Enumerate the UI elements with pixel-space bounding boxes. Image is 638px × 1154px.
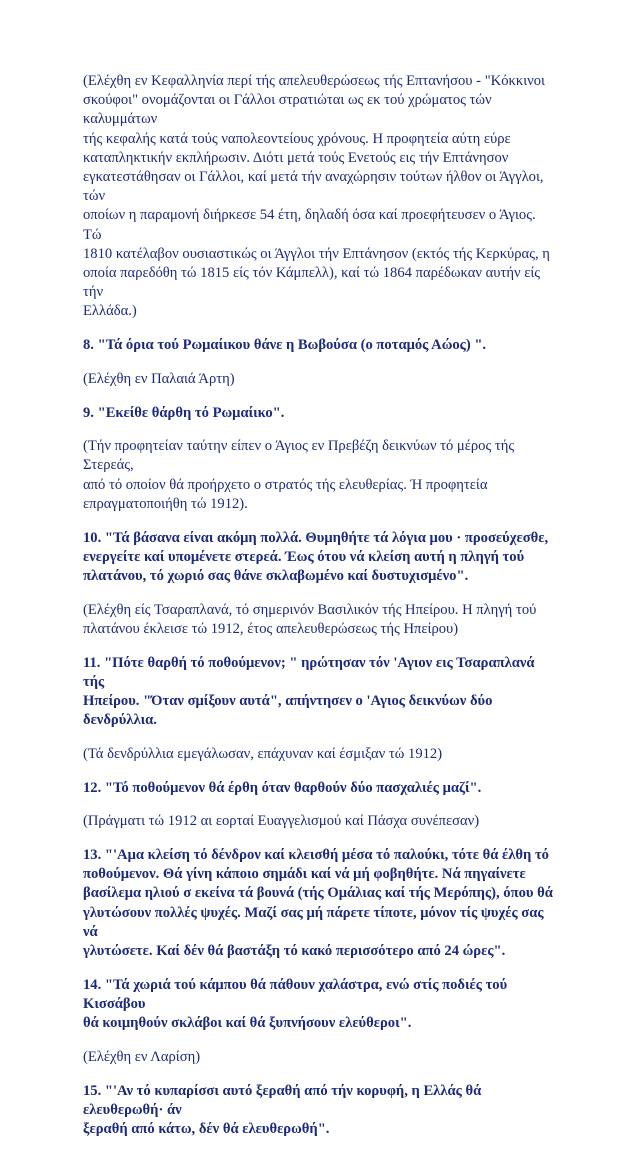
text-line: θά κοιμηθούν σκλάβοι καί θά ξυπνήσουν ελεύθεροι". bbox=[83, 1015, 412, 1032]
prophecy-14 bbox=[83, 976, 553, 1034]
text-line: 14. "Τά χωριά τού κάμπου θά πάθουν χαλάστρα, ενώ στίς ποδιές τού Κισσάβου bbox=[83, 976, 508, 1012]
prophecy-15 bbox=[83, 1082, 553, 1140]
prophecy-13 bbox=[83, 846, 553, 961]
text-line: (Τά δενδρύλλια εμεγάλωσαν, επάχυναν καί έσμιξαν τώ 1912) bbox=[83, 745, 443, 762]
text-line: (Πράγματι τώ 1912 αι εορταί Ευαγγελισμού καί Πάσχα συνέπεσαν) bbox=[83, 813, 480, 830]
text-line: 15. "'Αν τό κυπαρίσσι αυτό ξεραθή από τήν κορυφή, η Ελλάς θά ελευθερωθή· άν bbox=[83, 1082, 482, 1118]
commentary-paragraph bbox=[83, 601, 553, 639]
text-line: από τό οποίον θά προήρχετο ο στρατός τής ελευθερίας. Ή προφητεία bbox=[83, 476, 488, 493]
prophecy-10 bbox=[83, 529, 553, 587]
text-line: οποίων η παραμονή διήρκεσε 54 έτη, δηλαδή όσα καί προεφήτευσεν ο Άγιος. Τώ bbox=[83, 207, 536, 243]
text-line: 8. "Τά όρια τού Ρωμαίικου θάνε η Βωβούσα (ο ποταμός Αώος) ". bbox=[83, 337, 487, 354]
text-line: 10. "Τά βάσανα είναι ακόμη πολλά. Θυμηθήτε τά λόγια μου · προσεύχεσθε, bbox=[83, 529, 549, 546]
text-line: οποία παρεδόθη τώ 1815 είς τόν Κάμπελλ), καί τώ 1864 παρέδωκαν αυτήν είς τήν bbox=[83, 265, 541, 301]
text-line: (Τήν προφητείαν ταύτην είπεν ο Άγιος εν Πρεβέζη δεικνύων τό μέρος τής Στερεάς, bbox=[83, 438, 515, 474]
text-line: 11. "Πότε θαρθή τό ποθούμενον; " ηρώτησαν τόν 'Αγιον εις Τσαραπλανά τής bbox=[83, 654, 535, 690]
commentary-paragraph bbox=[83, 1048, 553, 1067]
commentary-paragraph bbox=[83, 370, 553, 389]
text-line: ξεραθή από κάτω, δέν θά ελευθερωθή". bbox=[83, 1120, 330, 1137]
text-line: ενεργείτε καί υπομένετε στερεά. Έως ότου νά κλείση αυτή η πληγή τού bbox=[83, 548, 525, 565]
text-line: ποθούμενον. Θά γίνη κάποιο σημάδι καί νά μή φοβηθήτε. Νά πηγαίνετε bbox=[83, 866, 526, 883]
text-line: (Ελέχθη εν Παλαιά Άρτη) bbox=[83, 370, 235, 387]
text-line: 13. "'Αμα κλείση τό δένδρον καί κλεισθή μέσα τό παλούκι, τότε θά έλθη τό bbox=[83, 847, 549, 863]
prophecy-9 bbox=[83, 404, 553, 423]
commentary-paragraph bbox=[83, 745, 553, 764]
text-line: καταπληκτικήν εκπλήρωσιν. Διότι μετά τούς Ενετούς εις τήν Επτάνησον bbox=[83, 149, 509, 166]
text-line: 1810 κατέλαβον ουσιαστικώς οι Άγγλοι τήν Επτάνησον (εκτός τής Κερκύρας, η bbox=[83, 245, 550, 262]
text-line: βασίλεμα ηλιού σ εκείνα τά βουνά (τής Ομάλιας καί τής Μερόπης), όπου θά bbox=[83, 885, 553, 902]
text-line: πλατάνου, τό χωριό σας θάνε σκλαβωμένο καί δυστυχισμένο". bbox=[83, 567, 469, 584]
text-line: (Ελέχθη εν Λαρίση) bbox=[83, 1048, 201, 1065]
prophecy-11 bbox=[83, 654, 553, 731]
text-line: επραγματοποιήθη τώ 1912). bbox=[83, 495, 248, 512]
commentary-paragraph bbox=[83, 437, 553, 514]
commentary-paragraph bbox=[83, 72, 553, 322]
text-line: σκούφοι" ονομάζονται οι Γάλλοι στρατιώται ως εκ τού χρώματος τών καλυμμάτων bbox=[83, 92, 492, 128]
text-line: Ηπείρου. "Όταν σμίξουν αυτά", απήντησεν ο 'Αγιος δεικνύων δύο δενδρύλλια. bbox=[83, 692, 493, 729]
prophecy-12 bbox=[83, 779, 553, 798]
text-line: (Ελέχθη είς Τσαραπλανά, τό σημερινόν Βασιλικόν τής Ηπείρου. Η πληγή τού bbox=[83, 601, 537, 618]
text-line: 9. "Εκείθε θάρθη τό Ρωμαίικο". bbox=[83, 404, 285, 421]
text-line: εγκατεστάθησαν οι Γάλλοι, καί μετά τήν αναχώρησιν τούτων ήλθον οι Άγγλοι, τών bbox=[83, 169, 544, 205]
prophecy-8 bbox=[83, 336, 553, 355]
text-line: γλυτώσετε. Καί δέν θά βαστάξη τό κακό περισσότερο από 24 ώρες". bbox=[83, 943, 506, 960]
text-line: πλατάνου έκλεισε τώ 1912, έτος απελευθερώσεως τής Ηπείρου) bbox=[83, 620, 459, 637]
document-page bbox=[83, 72, 553, 1154]
text-line: 12. "Τό ποθούμενον θά έρθη όταν θαρθούν δύο πασχαλιές μαζί". bbox=[83, 779, 482, 796]
text-line: Ελλάδα.) bbox=[83, 303, 137, 320]
commentary-paragraph bbox=[83, 812, 553, 831]
text-line: γλυτώσουν πολλές ψυχές. Μαζί σας μή πάρετε τίποτε, μόνον τίς ψυχές σας νά bbox=[83, 904, 544, 940]
text-line: (Ελέχθη εν Κεφαλληνία περί τής απελευθερώσεως τής Επτανήσου - "Κόκκινοι bbox=[83, 73, 545, 89]
text-line: τής κεφαλής κατά τούς ναπολεοντείους χρόνους. Η προφητεία αύτη εύρε bbox=[83, 130, 511, 147]
